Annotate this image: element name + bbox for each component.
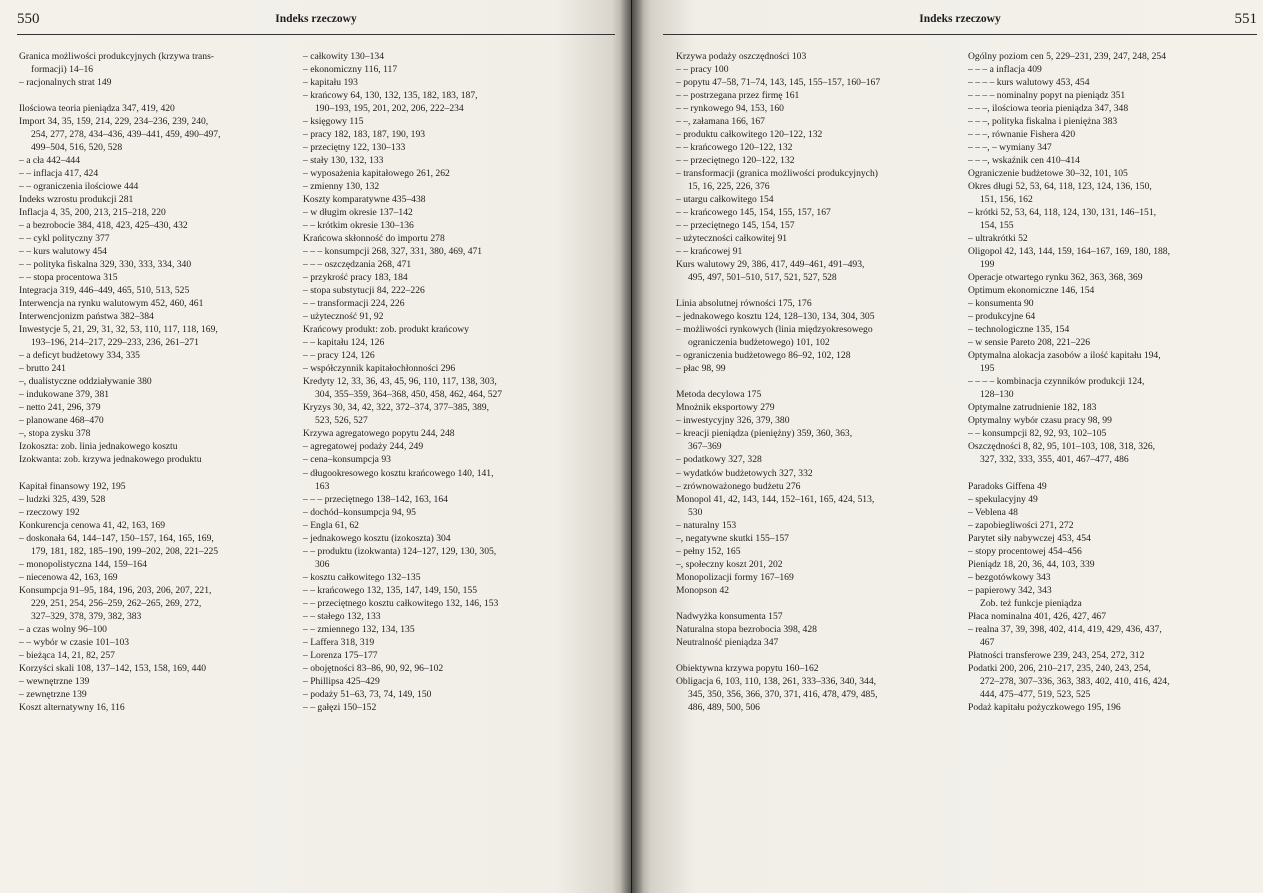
page-number: 550 xyxy=(17,11,40,27)
index-entry: Naturalna stopa bezrobocia 398, 428 xyxy=(676,623,817,635)
index-entry: – ultrakrótki 52 xyxy=(968,233,1028,245)
index-entry: – cena–konsumpcja 93 xyxy=(303,454,391,466)
index-entry: Parytet siły nabywczej 453, 454 xyxy=(968,532,1091,544)
index-entry: – przeciętny 122, 130–133 xyxy=(303,142,406,154)
running-head: Indeks rzeczowy xyxy=(919,13,1001,25)
index-entry: – papierowy 342, 343 xyxy=(968,584,1052,596)
index-entry: – – stałego 132, 133 xyxy=(303,610,381,622)
index-entry: Krzywa podaży oszczędności 103 xyxy=(676,51,807,62)
index-entry: – stały 130, 132, 133 xyxy=(303,155,384,167)
index-entry: Obiektywna krzywa popytu 160–162 xyxy=(676,662,819,674)
index-entry: – – cykl polityczny 377 xyxy=(19,233,110,245)
index-entry: – kosztu całkowitego 132–135 xyxy=(303,571,421,583)
index-entry: Kurs walutowy 29, 386, 417, 449–461, 491–493, xyxy=(676,259,865,271)
index-entry: Monopolizacji formy 167–169 xyxy=(676,571,794,583)
index-entry: – – – przeciętnego 138–142, 163, 164 xyxy=(303,493,448,505)
index-entry: Konkurencja cenowa 41, 42, 163, 169 xyxy=(19,519,166,531)
index-entry: – – przeciętnego 145, 154, 157 xyxy=(676,220,795,232)
index-entry: Linia absolutnej równości 175, 176 xyxy=(676,298,812,310)
index-entry: – – polityka fiskalna 329, 330, 333, 334, 340 xyxy=(19,259,192,271)
index-entry: – netto 241, 296, 379 xyxy=(19,402,101,414)
index-entry: Koszty komparatywne 435–438 xyxy=(303,194,426,206)
index-entry: 254, 277, 278, 434–436, 439–441, 459, 490–497, xyxy=(31,129,221,141)
index-entry: – wyposażenia kapitałowego 261, 262 xyxy=(303,168,450,180)
index-entry: – – rynkowego 94, 153, 160 xyxy=(676,103,784,115)
index-entry: Ilościowa teoria pieniądza 347, 419, 420 xyxy=(19,103,175,115)
index-entry: Płaca nominalna 401, 426, 427, 467 xyxy=(968,610,1107,622)
index-entry: – krótki 52, 53, 64, 118, 124, 130, 131, 146–151, xyxy=(968,207,1157,219)
index-entry: – – – oszczędzania 268, 471 xyxy=(303,259,412,271)
index-entry: – produkcyjne 64 xyxy=(968,311,1036,323)
index-entry: – niecenowa 42, 163, 169 xyxy=(19,571,118,583)
index-entry: Ogólny poziom cen 5, 229–231, 239, 247, 248, 254 xyxy=(968,51,1166,62)
index-entry xyxy=(676,284,966,297)
index-entry: – płac 98, 99 xyxy=(676,363,726,375)
header-rule xyxy=(663,34,1257,35)
index-entry: – doskonała 64, 144–147, 150–157, 164, 165, 169, xyxy=(19,532,214,544)
index-entry: – całkowity 130–134 xyxy=(303,51,385,62)
index-entry: 367–369 xyxy=(688,441,722,453)
index-entry: Izokoszta: zob. linia jednakowego kosztu xyxy=(19,441,178,453)
index-entry: – pełny 152, 165 xyxy=(676,545,741,557)
index-entry: Kredyty 12, 33, 36, 43, 45, 96, 110, 117, 138, 303, xyxy=(303,376,497,388)
index-entry: Izokwanta: zob. krzywa jednakowego produktu xyxy=(19,454,202,466)
index-entry: – indukowane 379, 381 xyxy=(19,389,110,401)
index-entry: – inwestycyjny 326, 379, 380 xyxy=(676,415,790,427)
index-entry: Korzyści skali 108, 137–142, 153, 158, 169, 440 xyxy=(19,662,207,674)
index-entry: –, stopa zysku 378 xyxy=(19,428,91,440)
index-entry: Mnożnik eksportowy 279 xyxy=(676,402,775,414)
index-entry: – produktu całkowitego 120–122, 132 xyxy=(676,129,823,141)
index-entry: – – –, ilościowa teoria pieniądza 347, 348 xyxy=(968,103,1129,115)
index-entry: – – – – kombinacja czynników produkcji 124, xyxy=(968,376,1145,388)
index-column xyxy=(968,50,1260,714)
index-entry: – realna 37, 39, 398, 402, 414, 419, 429, 436, 437, xyxy=(968,623,1162,635)
index-column xyxy=(19,50,291,714)
index-entry: 327, 332, 333, 355, 401, 467–477, 486 xyxy=(980,454,1129,466)
index-entry: Koszt alternatywny 16, 116 xyxy=(19,701,125,713)
index-entry: – Laffera 318, 319 xyxy=(303,636,375,648)
index-entry: –, negatywne skutki 155–157 xyxy=(676,532,789,544)
index-entry: – – –, – wymiany 347 xyxy=(968,142,1052,154)
index-entry: – wewnętrzne 139 xyxy=(19,675,90,687)
index-entry xyxy=(676,375,966,388)
index-entry: –, dualistyczne oddziaływanie 380 xyxy=(19,376,152,388)
index-entry: Kryzys 30, 34, 42, 322, 372–374, 377–385, 389, xyxy=(303,402,490,414)
index-entry: – – –, polityka fiskalna i pieniężna 383 xyxy=(968,116,1118,128)
index-entry: 151, 156, 162 xyxy=(980,194,1033,206)
index-entry: Interwencja na rynku walutowym 452, 460, 461 xyxy=(19,298,204,310)
index-entry: 467 xyxy=(980,636,995,648)
index-entry: Konsumpcja 91–95, 184, 196, 203, 206, 207, 221, xyxy=(19,584,212,596)
index-entry: – – krańcowego 132, 135, 147, 149, 150, 155 xyxy=(303,584,477,596)
index-entry xyxy=(19,467,291,480)
index-entry: – utargu całkowitego 154 xyxy=(676,194,774,206)
index-entry: Krzywa agregatowego popytu 244, 248 xyxy=(303,428,455,440)
index-entry: – bieżąca 14, 21, 82, 257 xyxy=(19,649,115,661)
index-entry: – jednakowego kosztu (izokoszta) 304 xyxy=(303,532,451,544)
index-entry: – – – – kurs walutowy 453, 454 xyxy=(968,77,1090,89)
right-page-header xyxy=(663,11,1257,33)
index-entry: – – –, wskaźnik cen 410–414 xyxy=(968,155,1080,167)
index-entry: – – przeciętnego 120–122, 132 xyxy=(676,155,795,167)
index-entry: – – krańcowej 91 xyxy=(676,246,743,258)
index-entry: – – konsumpcji 82, 92, 93, 102–105 xyxy=(968,428,1107,440)
index-entry: Nadwyżka konsumenta 157 xyxy=(676,610,783,622)
index-entry: – zewnętrzne 139 xyxy=(19,688,87,700)
index-entry: – ludzki 325, 439, 528 xyxy=(19,493,106,505)
index-column xyxy=(303,50,603,714)
index-entry: Paradoks Giffena 49 xyxy=(968,480,1047,492)
index-entry: – planowane 468–470 xyxy=(19,415,104,427)
index-entry: – – kapitału 124, 126 xyxy=(303,337,385,349)
index-entry: Optymalny wybór czasu pracy 98, 99 xyxy=(968,415,1112,427)
index-entry: – a bezrobocie 384, 418, 423, 425–430, 432 xyxy=(19,220,188,232)
index-entry: – stopy procentowej 454–456 xyxy=(968,545,1082,557)
index-entry: – spekulacyjny 49 xyxy=(968,493,1038,505)
index-entry: – a cła 442–444 xyxy=(19,155,81,167)
index-entry: Kapitał finansowy 192, 195 xyxy=(19,480,126,492)
index-entry: – – zmiennego 132, 134, 135 xyxy=(303,623,415,635)
index-entry: – – krańcowego 145, 154, 155, 157, 167 xyxy=(676,207,831,219)
index-entry: 15, 16, 225, 226, 376 xyxy=(688,181,770,193)
index-entry: – agregatowej podaży 244, 249 xyxy=(303,441,424,453)
index-entry: – długookresowego kosztu krańcowego 140, 141, xyxy=(303,467,494,479)
index-entry: ograniczenia budżetowego) 101, 102 xyxy=(688,337,830,349)
index-entry: 193–196, 214–217, 229–233, 236, 261–271 xyxy=(31,337,199,349)
index-entry: – kapitału 193 xyxy=(303,77,358,89)
index-entry: 154, 155 xyxy=(980,220,1014,232)
index-entry xyxy=(19,89,291,102)
index-entry: 345, 350, 356, 366, 370, 371, 416, 478, 479, 485, xyxy=(688,688,878,700)
index-entry xyxy=(676,649,966,662)
header-rule xyxy=(17,34,615,35)
index-entry: – konsumenta 90 xyxy=(968,298,1034,310)
index-entry: 229, 251, 254, 256–259, 262–265, 269, 272, xyxy=(31,597,202,609)
index-entry: – – postrzegana przez firmę 161 xyxy=(676,90,800,102)
index-entry: – zmienny 130, 132 xyxy=(303,181,380,193)
index-entry: Monopol 41, 42, 143, 144, 152–161, 165, 424, 513, xyxy=(676,493,875,505)
index-entry: – ograniczenia budżetowego 86–92, 102, 128 xyxy=(676,350,851,362)
index-entry: – – stopa procentowa 315 xyxy=(19,272,118,284)
index-entry: – brutto 241 xyxy=(19,363,66,375)
index-entry: 195 xyxy=(980,363,995,375)
index-entry: – – transformacji 224, 226 xyxy=(303,298,405,310)
index-entry: 327–329, 378, 379, 382, 383 xyxy=(31,610,142,622)
index-entry: – transformacji (granica możliwości produkcyjnych) xyxy=(676,168,878,180)
index-entry: – stopa substytucji 84, 222–226 xyxy=(303,285,425,297)
index-entry: – – pracy 100 xyxy=(676,64,729,76)
index-entry: – Engla 61, 62 xyxy=(303,519,359,531)
index-entry: 128–130 xyxy=(980,389,1014,401)
index-entry: 499–504, 516, 520, 528 xyxy=(31,142,123,154)
index-entry: – podatkowy 327, 328 xyxy=(676,454,762,466)
index-entry: Krańcowy produkt: zob. produkt krańcowy xyxy=(303,324,469,336)
index-entry: – a czas wolny 96–100 xyxy=(19,623,107,635)
index-entry: 444, 475–477, 519, 523, 525 xyxy=(980,688,1091,700)
index-entry: – monopolistyczna 144, 159–164 xyxy=(19,558,147,570)
index-entry: – – – konsumpcji 268, 327, 331, 380, 469, 471 xyxy=(303,246,483,258)
index-entry: – – ograniczenia ilościowe 444 xyxy=(19,181,139,193)
index-entry: – zrównoważonego budżetu 276 xyxy=(676,480,801,492)
index-entry: – – krańcowego 120–122, 132 xyxy=(676,142,793,154)
index-entry: –, społeczny koszt 201, 202 xyxy=(676,558,783,570)
running-head: Indeks rzeczowy xyxy=(275,13,357,25)
index-entry: 304, 355–359, 364–368, 450, 458, 462, 464, 527 xyxy=(315,389,503,401)
index-entry xyxy=(676,597,966,610)
index-entry: – – inflacja 417, 424 xyxy=(19,168,99,180)
index-entry: – – krótkim okresie 130–136 xyxy=(303,220,414,232)
index-entry: Optymalne zatrudnienie 182, 183 xyxy=(968,402,1097,414)
index-entry: Operacje otwartego rynku 362, 363, 368, 369 xyxy=(968,272,1143,284)
index-entry: – użyteczności całkowitej 91 xyxy=(676,233,788,245)
index-entry: – przykrość pracy 183, 184 xyxy=(303,272,408,284)
index-entry: Indeks wzrostu produkcji 281 xyxy=(19,194,134,206)
index-entry: formacji) 14–16 xyxy=(31,64,94,76)
index-entry xyxy=(968,467,1260,480)
index-entry: – – kurs walutowy 454 xyxy=(19,246,107,258)
index-entry: Import 34, 35, 159, 214, 229, 234–236, 239, 240, xyxy=(19,116,209,128)
index-entry: 163 xyxy=(315,480,330,492)
index-entry: – – – a inflacja 409 xyxy=(968,64,1042,76)
index-entry: Metoda decylowa 175 xyxy=(676,389,762,401)
index-entry: – Veblena 48 xyxy=(968,506,1018,518)
index-entry: Oligopol 42, 143, 144, 159, 164–167, 169, 180, 188, xyxy=(968,246,1171,258)
index-entry: Optimum ekonomiczne 146, 154 xyxy=(968,285,1095,297)
index-entry: – w sensie Pareto 208, 221–226 xyxy=(968,337,1091,349)
book-gutter xyxy=(620,0,644,893)
index-entry: Inflacja 4, 35, 200, 213, 215–218, 220 xyxy=(19,207,166,219)
index-entry: – Lorenza 175–177 xyxy=(303,649,378,661)
index-entry: – –, załamana 166, 167 xyxy=(676,116,765,128)
index-entry: 523, 526, 527 xyxy=(315,415,368,427)
page-number: 551 xyxy=(1234,11,1257,27)
right-page xyxy=(632,0,1263,893)
index-entry: 495, 497, 501–510, 517, 521, 527, 528 xyxy=(688,272,837,284)
index-entry: Obligacja 6, 103, 110, 138, 261, 333–336, 340, 344, xyxy=(676,675,877,687)
index-entry: – wydatków budżetowych 327, 332 xyxy=(676,467,813,479)
index-entry: 190–193, 195, 201, 202, 206, 222–234 xyxy=(315,103,464,115)
index-entry: 486, 489, 500, 506 xyxy=(688,701,760,713)
index-entry: – pracy 182, 183, 187, 190, 193 xyxy=(303,129,426,141)
index-entry: – zapobiegliwości 271, 272 xyxy=(968,519,1074,531)
index-entry: – – gałęzi 150–152 xyxy=(303,701,377,713)
index-entry: – rzeczowy 192 xyxy=(19,506,80,518)
index-entry: – ekonomiczny 116, 117 xyxy=(303,64,398,76)
index-entry: Monopson 42 xyxy=(676,584,730,596)
index-entry: – – przeciętnego kosztu całkowitego 132, 146, 153 xyxy=(303,597,499,609)
index-entry: – możliwości rynkowych (linia międzyokresowego xyxy=(676,324,873,336)
index-entry: Interwencjonizm państwa 382–384 xyxy=(19,311,154,323)
index-entry: – – pracy 124, 126 xyxy=(303,350,375,362)
index-entry: 179, 181, 182, 185–190, 199–202, 208, 221–225 xyxy=(31,545,219,557)
index-entry: Płatności transferowe 239, 243, 254, 272, 312 xyxy=(968,649,1145,661)
index-entry: Podatki 200, 206, 210–217, 235, 240, 243, 254, xyxy=(968,662,1151,674)
left-page-header xyxy=(17,11,615,33)
index-entry: – – produktu (izokwanta) 124–127, 129, 130, 305, xyxy=(303,545,497,557)
index-entry: – obojętności 83–86, 90, 92, 96–102 xyxy=(303,662,444,674)
index-entry: – – –, równanie Fishera 420 xyxy=(968,129,1076,141)
index-entry: 272–278, 307–336, 363, 383, 402, 410, 416, 424, xyxy=(980,675,1170,687)
index-entry: – a deficyt budżetowy 334, 335 xyxy=(19,350,140,362)
index-entry: Neutralność pieniądza 347 xyxy=(676,636,779,648)
index-entry: – kreacji pieniądza (pieniężny) 359, 360, 363, xyxy=(676,428,853,440)
left-page xyxy=(0,0,631,893)
index-entry: Integracja 319, 446–449, 465, 510, 513, 525 xyxy=(19,285,190,297)
index-entry: Oszczędności 8, 82, 95, 101–103, 108, 318, 326, xyxy=(968,441,1156,453)
index-entry: – – – – nominalny popyt na pieniądz 351 xyxy=(968,90,1126,102)
index-entry: – jednakowego kosztu 124, 128–130, 134, 304, 305 xyxy=(676,311,875,323)
index-entry: Podaż kapitału pożyczkowego 195, 196 xyxy=(968,701,1121,713)
index-entry: – popytu 47–58, 71–74, 143, 145, 155–157, 160–167 xyxy=(676,77,881,89)
index-entry: – technologiczne 135, 154 xyxy=(968,324,1070,336)
index-entry: – racjonalnych strat 149 xyxy=(19,77,112,89)
index-entry: Ograniczenie budżetowe 30–32, 101, 105 xyxy=(968,168,1128,180)
index-entry: 306 xyxy=(315,558,330,570)
index-entry: – użyteczność 91, 92 xyxy=(303,311,384,323)
index-entry: Inwestycje 5, 21, 29, 31, 32, 53, 110, 117, 118, 169, xyxy=(19,324,218,336)
index-entry: Zob. też funkcje pieniądza xyxy=(980,597,1082,609)
index-entry: 530 xyxy=(688,506,703,518)
index-entry: Okres długi 52, 53, 64, 118, 123, 124, 136, 150, xyxy=(968,181,1152,193)
index-entry: – współczynnik kapitałochłonności 296 xyxy=(303,363,456,375)
index-entry: – podaży 51–63, 73, 74, 149, 150 xyxy=(303,688,432,700)
index-entry: – – wybór w czasie 101–103 xyxy=(19,636,130,648)
index-entry: – dochód–konsumpcja 94, 95 xyxy=(303,506,416,518)
index-entry: Krańcowa skłonność do importu 278 xyxy=(303,233,445,245)
index-entry: Optymalna alokacja zasobów a ilość kapitału 194, xyxy=(968,350,1161,362)
index-entry: – naturalny 153 xyxy=(676,519,737,531)
index-column xyxy=(676,50,966,714)
index-entry: – księgowy 115 xyxy=(303,116,364,128)
index-entry: – krańcowy 64, 130, 132, 135, 182, 183, 187, xyxy=(303,90,478,102)
index-entry: – bezgotówkowy 343 xyxy=(968,571,1051,583)
index-entry: – w długim okresie 137–142 xyxy=(303,207,413,219)
index-entry: Granica możliwości produkcyjnych (krzywa trans- xyxy=(19,51,215,62)
index-entry: – Phillipsa 425–429 xyxy=(303,675,380,687)
index-entry: 199 xyxy=(980,259,995,271)
index-entry: Pieniądz 18, 20, 36, 44, 103, 339 xyxy=(968,558,1095,570)
